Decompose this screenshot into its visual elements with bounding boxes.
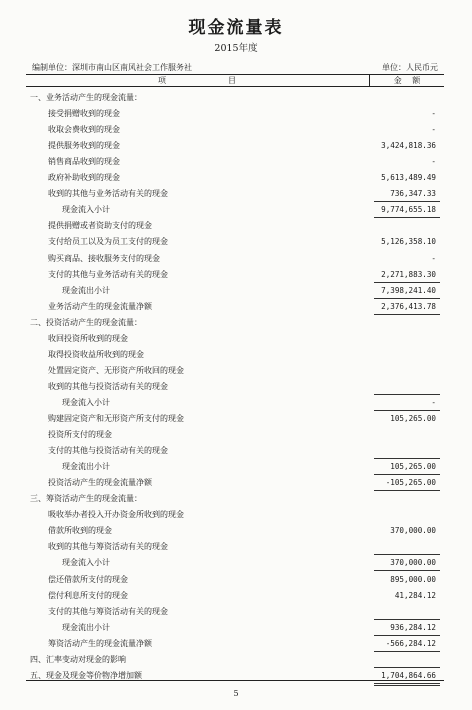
amount-underline [374, 217, 440, 218]
row-amount: 9,774,655.18 [381, 205, 436, 215]
amount-underline [374, 635, 440, 636]
amount-underline [374, 458, 440, 459]
row-amount: 2,271,883.30 [381, 269, 436, 279]
row-amount: -566,284.12 [385, 638, 436, 648]
amount-underline [374, 314, 440, 315]
amount-underline [374, 298, 440, 299]
page-title: 现金流量表 [188, 18, 284, 38]
amount-underline [374, 554, 440, 555]
amount-underline [374, 474, 440, 475]
row-label: 支付的其他与筹资活动有关的现金 [48, 606, 168, 616]
page-number: 5 [233, 689, 239, 698]
currency-unit: 单位：人民币元 [382, 63, 438, 72]
row-amount: - [431, 157, 436, 167]
row-label: 四、汇率变动对现金的影响 [30, 654, 126, 664]
amount-underline [374, 490, 440, 491]
row-label: 借款所收到的现金 [48, 526, 112, 536]
row-amount: 7,398,241.40 [381, 285, 436, 295]
amount-underline [374, 619, 440, 620]
row-label: 筹资活动产生的现金流量净额 [48, 638, 152, 648]
row-label: 接受捐赠收到的现金 [48, 109, 120, 119]
row-amount: 105,265.00 [390, 462, 436, 472]
row-label: 偿付利息所支付的现金 [48, 590, 128, 600]
row-label: 支付的其他与业务活动有关的现金 [48, 269, 168, 279]
row-label: 五、现金及现金等价物净增加额 [30, 670, 142, 680]
row-amount: 105,265.00 [390, 414, 436, 423]
row-amount: - [431, 253, 436, 263]
row-amount: 2,376,413.78 [381, 301, 436, 311]
row-label: 处置固定资产、无形资产所收回的现金 [48, 365, 184, 375]
header-amount: 金 额 [393, 76, 425, 85]
row-label: 吸收举办者投入开办资金所收到的现金 [48, 510, 184, 520]
row-amount: 5,126,358.10 [381, 237, 436, 247]
row-label: 现金流出小计 [62, 462, 110, 472]
amount-underline [374, 667, 440, 668]
row-label: 收到的其他与投资活动有关的现金 [48, 381, 168, 391]
row-label: 投资活动产生的现金流量净额 [48, 478, 152, 488]
row-label: 二、投资活动产生的现金流量： [30, 317, 142, 327]
row-label: 现金流出小计 [62, 285, 110, 295]
table-bottom-rule [26, 680, 444, 681]
prepared-by: 编制单位：深圳市南山区南风社会工作服务社 [32, 63, 192, 72]
row-label: 投资所支付的现金 [48, 430, 112, 440]
row-label: 收到的其他与业务活动有关的现金 [48, 189, 168, 199]
row-amount: 370,000.00 [390, 558, 436, 568]
row-amount: - [431, 109, 436, 119]
row-label: 收回投资所收到的现金 [48, 333, 128, 343]
amount-underline [374, 683, 440, 684]
amount-underline [374, 282, 440, 283]
row-label: 收到的其他与筹资活动有关的现金 [48, 542, 168, 552]
header-item: 项目 [158, 76, 298, 85]
row-label: 购建固定资产和无形资产所支付的现金 [48, 414, 184, 423]
row-amount: 41,284.12 [394, 590, 436, 600]
amount-underline [374, 410, 440, 411]
row-label: 支付的其他与投资活动有关的现金 [48, 446, 168, 456]
row-label: 购买商品、接收服务支付的现金 [48, 253, 160, 263]
row-amount: 370,000.00 [390, 526, 436, 536]
amount-underline [374, 394, 440, 395]
row-amount: - [431, 125, 436, 135]
row-label: 一、业务活动产生的现金流量： [30, 93, 142, 102]
report-year: 2015年度 [214, 43, 258, 54]
row-label: 提供服务收到的现金 [48, 141, 120, 151]
row-label: 现金流出小计 [62, 622, 110, 632]
row-amount: 5,613,489.49 [381, 173, 436, 183]
amount-underline [374, 201, 440, 202]
row-label: 现金流入小计 [62, 205, 110, 215]
row-amount: -105,265.00 [385, 478, 436, 488]
row-label: 销售商品收到的现金 [48, 157, 120, 167]
amount-underline [374, 570, 440, 571]
amount-underline [374, 651, 440, 652]
row-amount: 936,284.12 [390, 622, 436, 632]
row-amount: - [431, 397, 436, 407]
row-label: 政府补助收到的现金 [48, 173, 120, 183]
row-label: 取得投资收益所收到的现金 [48, 349, 144, 359]
row-label: 三、筹资活动产生的现金流量： [30, 494, 142, 504]
row-amount: 736,347.33 [390, 189, 436, 199]
row-label: 现金流入小计 [62, 397, 110, 407]
row-amount: 1,704,864.66 [381, 670, 436, 680]
row-amount: 3,424,818.36 [381, 141, 436, 151]
row-amount: 895,000.00 [390, 574, 436, 584]
row-label: 支付给员工以及为员工支付的现金 [48, 237, 168, 247]
row-label: 业务活动产生的现金流量净额 [48, 301, 152, 311]
row-label: 提供捐赠或者资助支付的现金 [48, 221, 152, 231]
row-label: 现金流入小计 [62, 558, 110, 568]
row-label: 收取会费收到的现金 [48, 125, 120, 135]
row-label: 偿还借款所支付的现金 [48, 574, 128, 584]
amount-double-underline [374, 685, 440, 686]
